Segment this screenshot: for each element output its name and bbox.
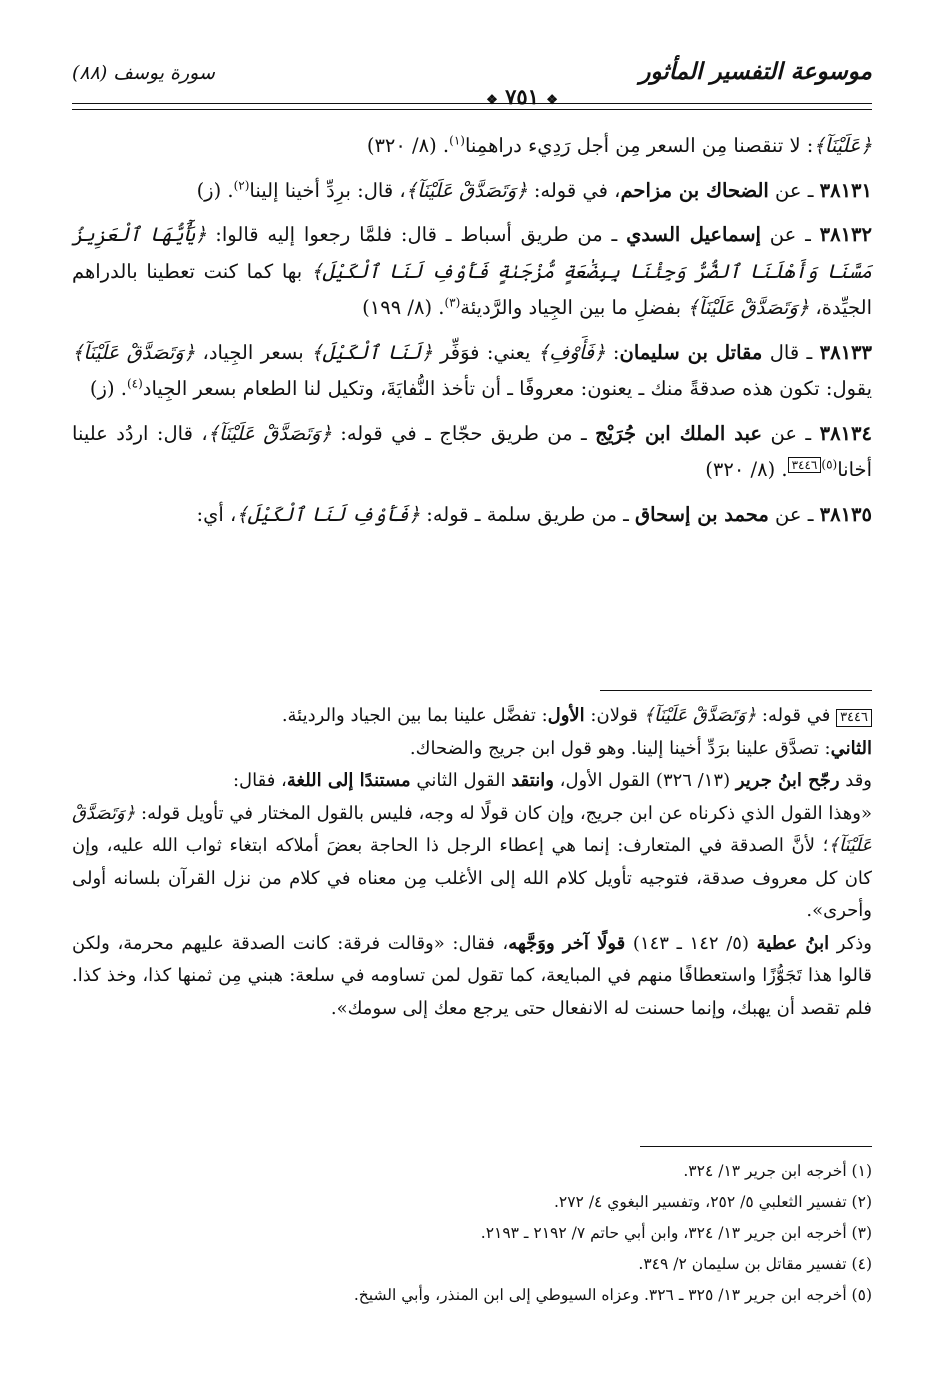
entry-38132 xyxy=(72,217,872,327)
emphasis-text: قولًا آخر ووَجَّهه xyxy=(508,932,626,954)
entry-text: يعني: فوَفِّر xyxy=(432,340,538,364)
footnotes xyxy=(72,1156,872,1311)
commentary-divider xyxy=(600,690,872,691)
entry-text: يقول: تكون هذه صدقةً منك ـ يعنون: معروفًا ـ أن تأخذ النُّفايَةَ، وتكيل لنا الطعام بسعر الجِياد xyxy=(142,377,872,400)
entry-number: ٣٨١٣١ xyxy=(819,178,872,202)
header-rule xyxy=(72,103,872,110)
footnote-marker: (٢) xyxy=(233,178,250,192)
entry-number: ٣٨١٣٢ xyxy=(819,223,872,246)
commentary-link-box[interactable]: ٣٤٤٦ xyxy=(788,457,822,473)
source-ref: . (٨/ ٣٢٠) xyxy=(366,134,450,157)
source-ref: . (ز) xyxy=(196,178,234,202)
quran-quote: ﴿يَٰٓأَيُّهَا ٱلْعَزِيزُ مَسَّنَا وَأَهْلَنَا ٱلضُّرُّ وَجِئْنَا بِبِضَٰعَةٍ مُّزْجَىٰةٍ فَأَوْفِ لَنَا ٱلْكَيْلَ﴾ xyxy=(72,223,872,283)
commentary-text: وقد xyxy=(839,770,872,791)
entry-text: بفضلِ ما بين الجِياد والرَّديئة xyxy=(460,296,688,319)
commentary-text: : تفضَّل علينا بما بين الجياد والرديئة. xyxy=(281,705,548,726)
commentary-line xyxy=(72,733,872,766)
entry-text: ـ من طريق حجّاج ـ في قوله: xyxy=(331,421,596,445)
commentary-text: ، فقال: «وقالت فرقة: كانت الصدقة عليهم محرمة، ولكن قالوا هذا تَجَوُّزًا واستعطافًا منهم في المبايعة، كما تقول لمن تساومه في سلعة: هبني مِن ثمنها كذا، وخذ كذا. فلم تقصد أن يهبك، وإنما حسنت له الانفعال حتى يرجع معك إلى سومك». xyxy=(72,932,872,1019)
commentary-text: ؛ لأنَّ الصدقة في المتعارف: إنما هي إعطاء الرجل ذا الحاجة بعضَ أملاكه ابتغاء ثواب الله عليه، وإن كان كل معروف صدقة، فتوجيه تأويل كلام الله إلى الأغلب مِن معناه في كلام من نزل القرآن بلسانه أولى وأحرى». xyxy=(72,835,872,921)
quran-quote: ﴿عَلَيْنَآ﴾ xyxy=(813,134,872,157)
footnote: (٥) أخرجه ابن جرير ١٣/ ٣٢٥ ـ ٣٢٦. وعزاه السيوطي إلى ابن المنذر، وأبي الشيخ. xyxy=(353,1286,872,1304)
entry-text: ـ عن xyxy=(760,223,820,246)
entry-text: ـ عن xyxy=(762,421,820,445)
ornament-icon: ❖ xyxy=(486,93,498,108)
quran-quote: ﴿وَتَصَدَّقْ عَلَيْنَآ﴾ xyxy=(207,421,332,445)
commentary-line xyxy=(72,700,872,733)
entry-38133 xyxy=(72,335,872,408)
commentary-line xyxy=(72,765,872,798)
footnote-divider xyxy=(640,1146,872,1147)
entry-number: ٣٨١٣٥ xyxy=(819,502,872,526)
commentary-block xyxy=(72,700,872,1025)
commentary-text: ، فقال: xyxy=(232,770,287,791)
scholar-name: رجّح ابنُ جرير xyxy=(735,770,840,791)
footnote: (٤) تفسير مقاتل بن سليمان ٢/ ٣٤٩. xyxy=(638,1255,872,1273)
emphasis-text: وانتقد xyxy=(511,770,554,791)
entry-text: ـ قال xyxy=(762,340,820,364)
main-text xyxy=(72,128,872,541)
opinion-label: الثاني xyxy=(830,737,872,759)
entry-continuation xyxy=(72,128,872,165)
entry-number: ٣٨١٣٤ xyxy=(819,421,872,445)
footnote: (٣) أخرجه ابن جرير ١٣/ ٣٢٤، وابن أبي حاتم ٧/ ٢١٩٢ ـ ٢١٩٣. xyxy=(480,1224,872,1242)
entry-text: ، قال: اردُد علينا أخانا xyxy=(72,421,872,481)
entry-text: بسعر الجِياد، xyxy=(195,340,312,364)
entry-text: ، قال: برِدِّ أخينا إلينا xyxy=(249,178,406,202)
commentary-text: وذكر xyxy=(829,932,872,954)
entry-38134 xyxy=(72,416,872,489)
ornament-icon: ❖ xyxy=(546,93,558,108)
commentary-text: «وهذا القول الذي ذكرناه عن ابن جريج، وإن كان قولًا له وجه، فليس بالقول المختار في تأويل قوله: xyxy=(135,802,872,824)
footnote-marker: (١) xyxy=(449,133,465,148)
entry-text: : لا تنقصنا مِن السعر مِن أجل رَدِيء دراهمِنا xyxy=(464,134,814,157)
entry-38135 xyxy=(72,497,872,534)
narrator-name: عبد الملك ابن جُرَيْج xyxy=(595,421,763,445)
running-header xyxy=(72,58,872,109)
footnote-marker: (٤) xyxy=(126,376,143,391)
narrator-name: إسماعيل السدي xyxy=(626,223,761,246)
entry-text: ، في قوله: xyxy=(527,178,621,202)
entry-text: : xyxy=(605,340,620,364)
footnote-marker: (٣) xyxy=(444,295,461,310)
entry-text: ـ عن xyxy=(768,178,820,202)
entry-text: ، أي: xyxy=(196,502,237,526)
commentary-text: (٥/ ١٤٢ ـ ١٤٣) xyxy=(625,932,757,954)
source-ref: . (٨/ ٣٢٠) xyxy=(705,458,788,481)
quran-quote: ﴿وَتَصَدَّقْ عَلَيْنَآ﴾ xyxy=(72,340,196,364)
quran-quote: ﴿وَتَصَدَّقْ عَلَيْنَآ﴾ xyxy=(72,802,872,856)
commentary-text: (١٣/ ٣٢٦) القول الأول، xyxy=(553,770,736,791)
quran-quote: ﴿وَتَصَدَّقْ عَلَيْنَآ﴾ xyxy=(405,178,528,202)
opinion-label: الأول xyxy=(547,705,585,726)
footnote: (١) أخرجه ابن جرير ١٣/ ٣٢٤. xyxy=(683,1162,872,1180)
commentary-line xyxy=(72,928,872,1026)
entry-text: ـ من طريق سلمة ـ قوله: xyxy=(420,502,636,526)
entry-text: ـ من طريق أسباط ـ قال: فلمَّا رجعوا إليه قالوا: xyxy=(206,223,627,246)
footnote-marker: (٥) xyxy=(821,457,838,472)
commentary-text: قولان: xyxy=(584,705,644,726)
entry-text: بها كما كنت تعطينا بالدراهم الجيِّدة، xyxy=(72,259,872,319)
entry-38131 xyxy=(72,173,872,210)
source-ref: . (٨/ ١٩٩) xyxy=(362,296,445,319)
quran-quote: ﴿فَأَوْفِ﴾ xyxy=(537,340,606,364)
chapter-label: سورة يوسف (٨٨) xyxy=(72,62,215,84)
narrator-name: الضحاك بن مزاحم xyxy=(620,178,769,202)
emphasis-text: مستندًا إلى اللغة xyxy=(286,770,411,791)
quran-quote: ﴿فَأَوْفِ لَنَا ٱلْكَيْلَ﴾ xyxy=(236,502,421,526)
page-number-value: ٧٥١ xyxy=(505,84,539,109)
quran-quote: ﴿وَتَصَدَّقْ عَلَيْنَآ﴾ xyxy=(643,705,757,726)
commentary-line xyxy=(72,798,872,928)
quran-quote: ﴿لَنَا ٱلْكَيْلَ﴾ xyxy=(311,340,433,364)
series-title: موسوعة التفسير المأثور xyxy=(639,58,872,85)
commentary-text: القول الثاني xyxy=(410,770,512,791)
entry-text: ـ عن xyxy=(768,502,820,526)
quran-quote: ﴿وَتَصَدَّقْ عَلَيْنَآ﴾ xyxy=(687,296,810,319)
commentary-text: في قوله: xyxy=(756,705,837,726)
narrator-name: محمد بن إسحاق xyxy=(635,502,769,526)
source-ref: . (ز) xyxy=(89,377,127,400)
narrator-name: مقاتل بن سليمان xyxy=(619,340,763,364)
scholar-name: ابنُ عطية xyxy=(756,932,830,954)
footnote: (٢) تفسير الثعلبي ٥/ ٢٥٢، وتفسير البغوي ٤/ ٢٧٢. xyxy=(553,1193,872,1211)
commentary-number-box: ٣٤٤٦ xyxy=(836,709,872,727)
entry-number: ٣٨١٣٣ xyxy=(819,340,872,364)
commentary-text: : تصدَّق علينا برَدِّ أخينا إلينا. وهو قول ابن جريج والضحاك. xyxy=(409,737,831,759)
